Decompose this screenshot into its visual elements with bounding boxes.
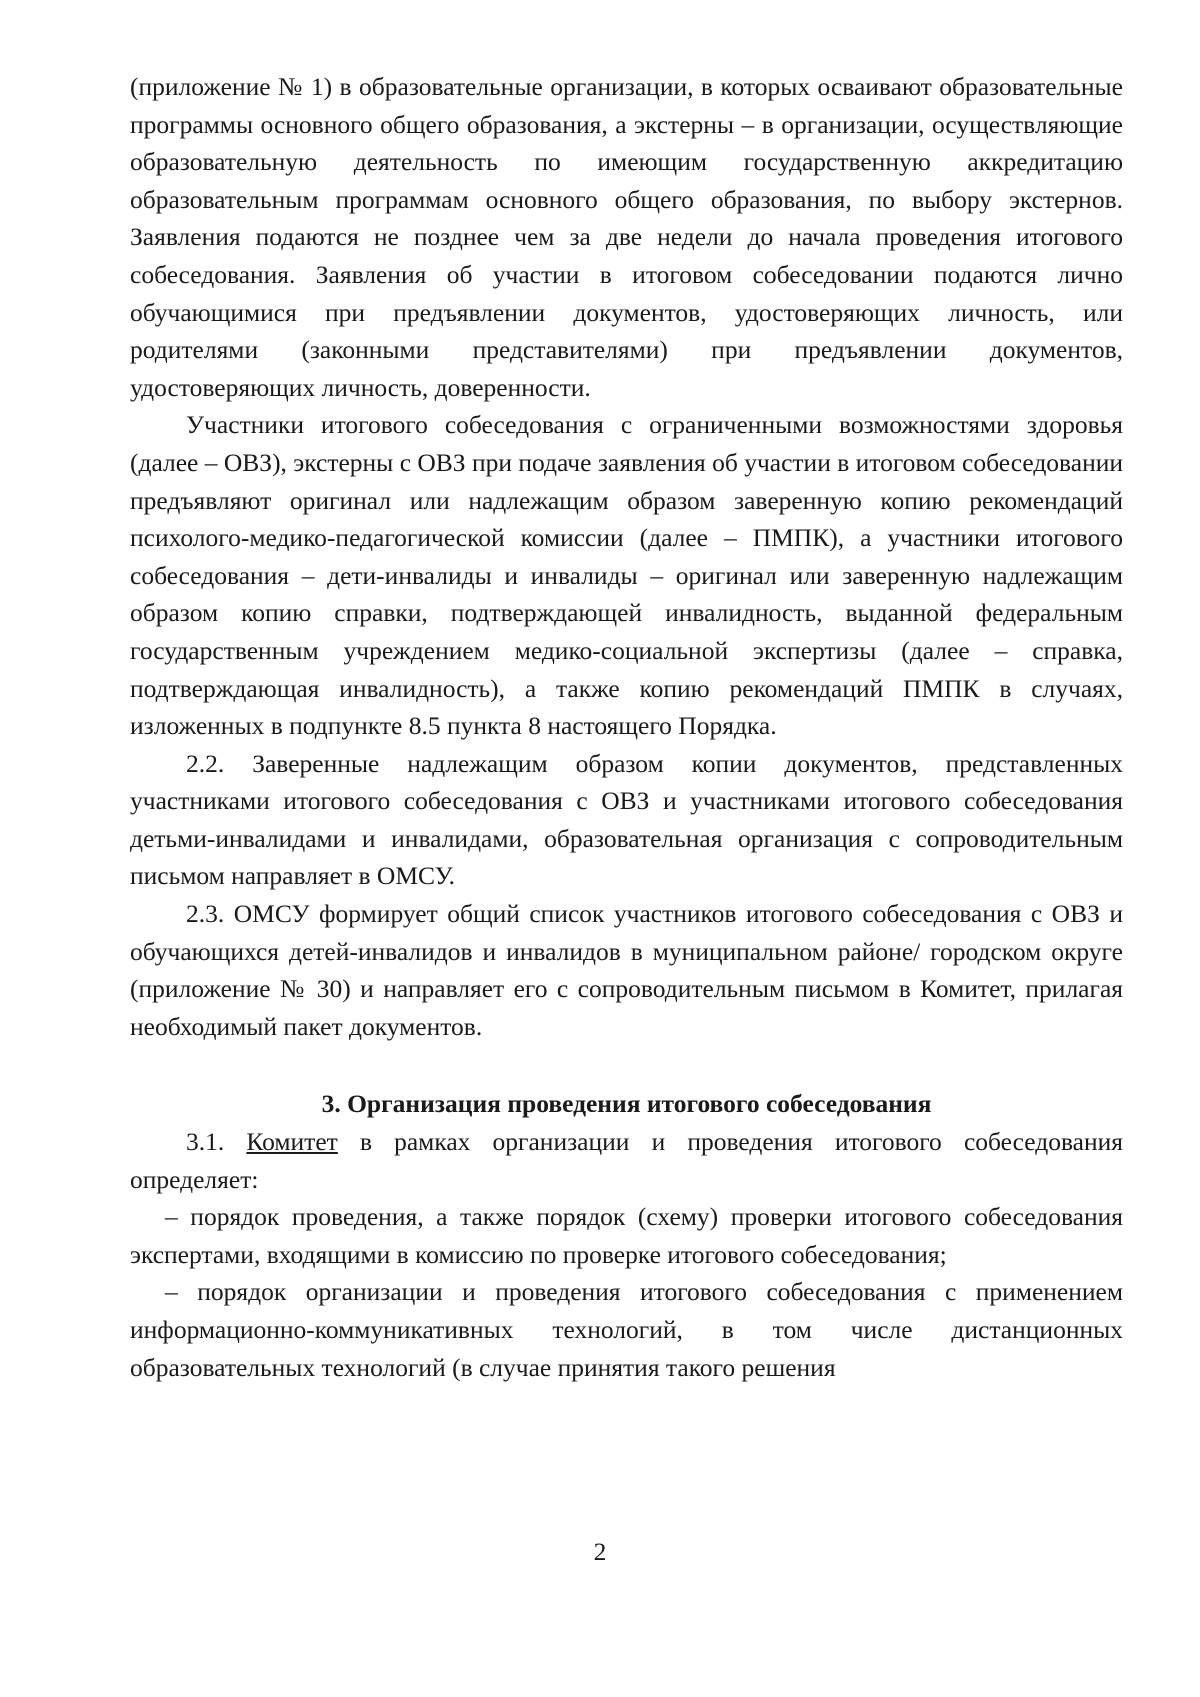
list-item-ict-procedure: – порядок организации и проведения итогового собеседования с применением информационно-коммуникативных технологий, в том числе дистанционных образовательных технологий (в случае принятия такого решения [130,1277,1123,1382]
page-number: 2 [593,1537,607,1566]
paragraph-3-1-text: в рамках организации и проведения итогового собеседования определяет: [130,1127,1123,1194]
paragraph-3-1 [130,1123,1123,1198]
paragraph-2-3: 2.3. ОМСУ формирует общий список участников итогового собеседования с ОВЗ и обучающихся детей-инвалидов и инвалидов в муниципальном районе/ городском округе (приложение № 30) и направляет его с сопроводительным письмом в Комитет, прилагая необходимый пакет документов. [130,899,1123,1041]
paragraph-2-2: 2.2. Заверенные надлежащим образом копии документов, представленных участниками итогового собеседования с ОВЗ и участниками итогового собеседования детьми-инвалидами и инвалидами, образовательная организация с сопроводительным письмом направляет в ОМСУ. [130,748,1123,891]
paragraph-application-submission: (приложение № 1) в образовательные организации, в которых осваивают образовательные программы основного общего образования, а экстерны – в организации, осуществляющие образовательную деятельность по имеющим государственную аккредитацию образовательным программам основного общего образования, по выбору экстернов. Заявления подаются не позднее чем за две недели до начала проведения итогового собеседования. Заявления об участии в итоговом собеседовании подаются лично обучающимися при предъявлении документов, удостоверяющих личность, или родителями (законными представителями) при предъявлении документов, удостоверяющих личность, доверенности. [130,72,1123,402]
paragraph-3-1-number: 3.1. [186,1127,247,1157]
committee-underlined: Комитет [246,1127,338,1157]
document-page [130,68,1123,1386]
list-item-procedure-check: – порядок проведения, а также порядок (схему) проверки итогового собеседования экспертами, входящими в комиссию по проверке итогового собеседования; [130,1202,1123,1269]
paragraph-ovz-participants: Участники итогового собеседования с ограниченными возможностями здоровья (далее – ОВЗ), экстерны с ОВЗ при подаче заявления об участии в итоговом собеседовании предъявляют оригинал или надлежащим образом заверенную копию рекомендаций психолого-медико-педагогической комиссии (далее – ПМПК), а участники итогового собеседования – дети-инвалиды и инвалиды – оригинал или заверенную надлежащим образом копию справки, подтверждающей инвалидность, выданной федеральным государственным учреждением медико-социальной экспертизы (далее – справка, подтверждающая инвалидность), а также копию рекомендаций ПМПК в случаях, изложенных в подпункте 8.5 пункта 8 настоящего Порядка. [130,410,1124,741]
section-heading-3: 3. Организация проведения итогового собеседования [321,1089,932,1119]
